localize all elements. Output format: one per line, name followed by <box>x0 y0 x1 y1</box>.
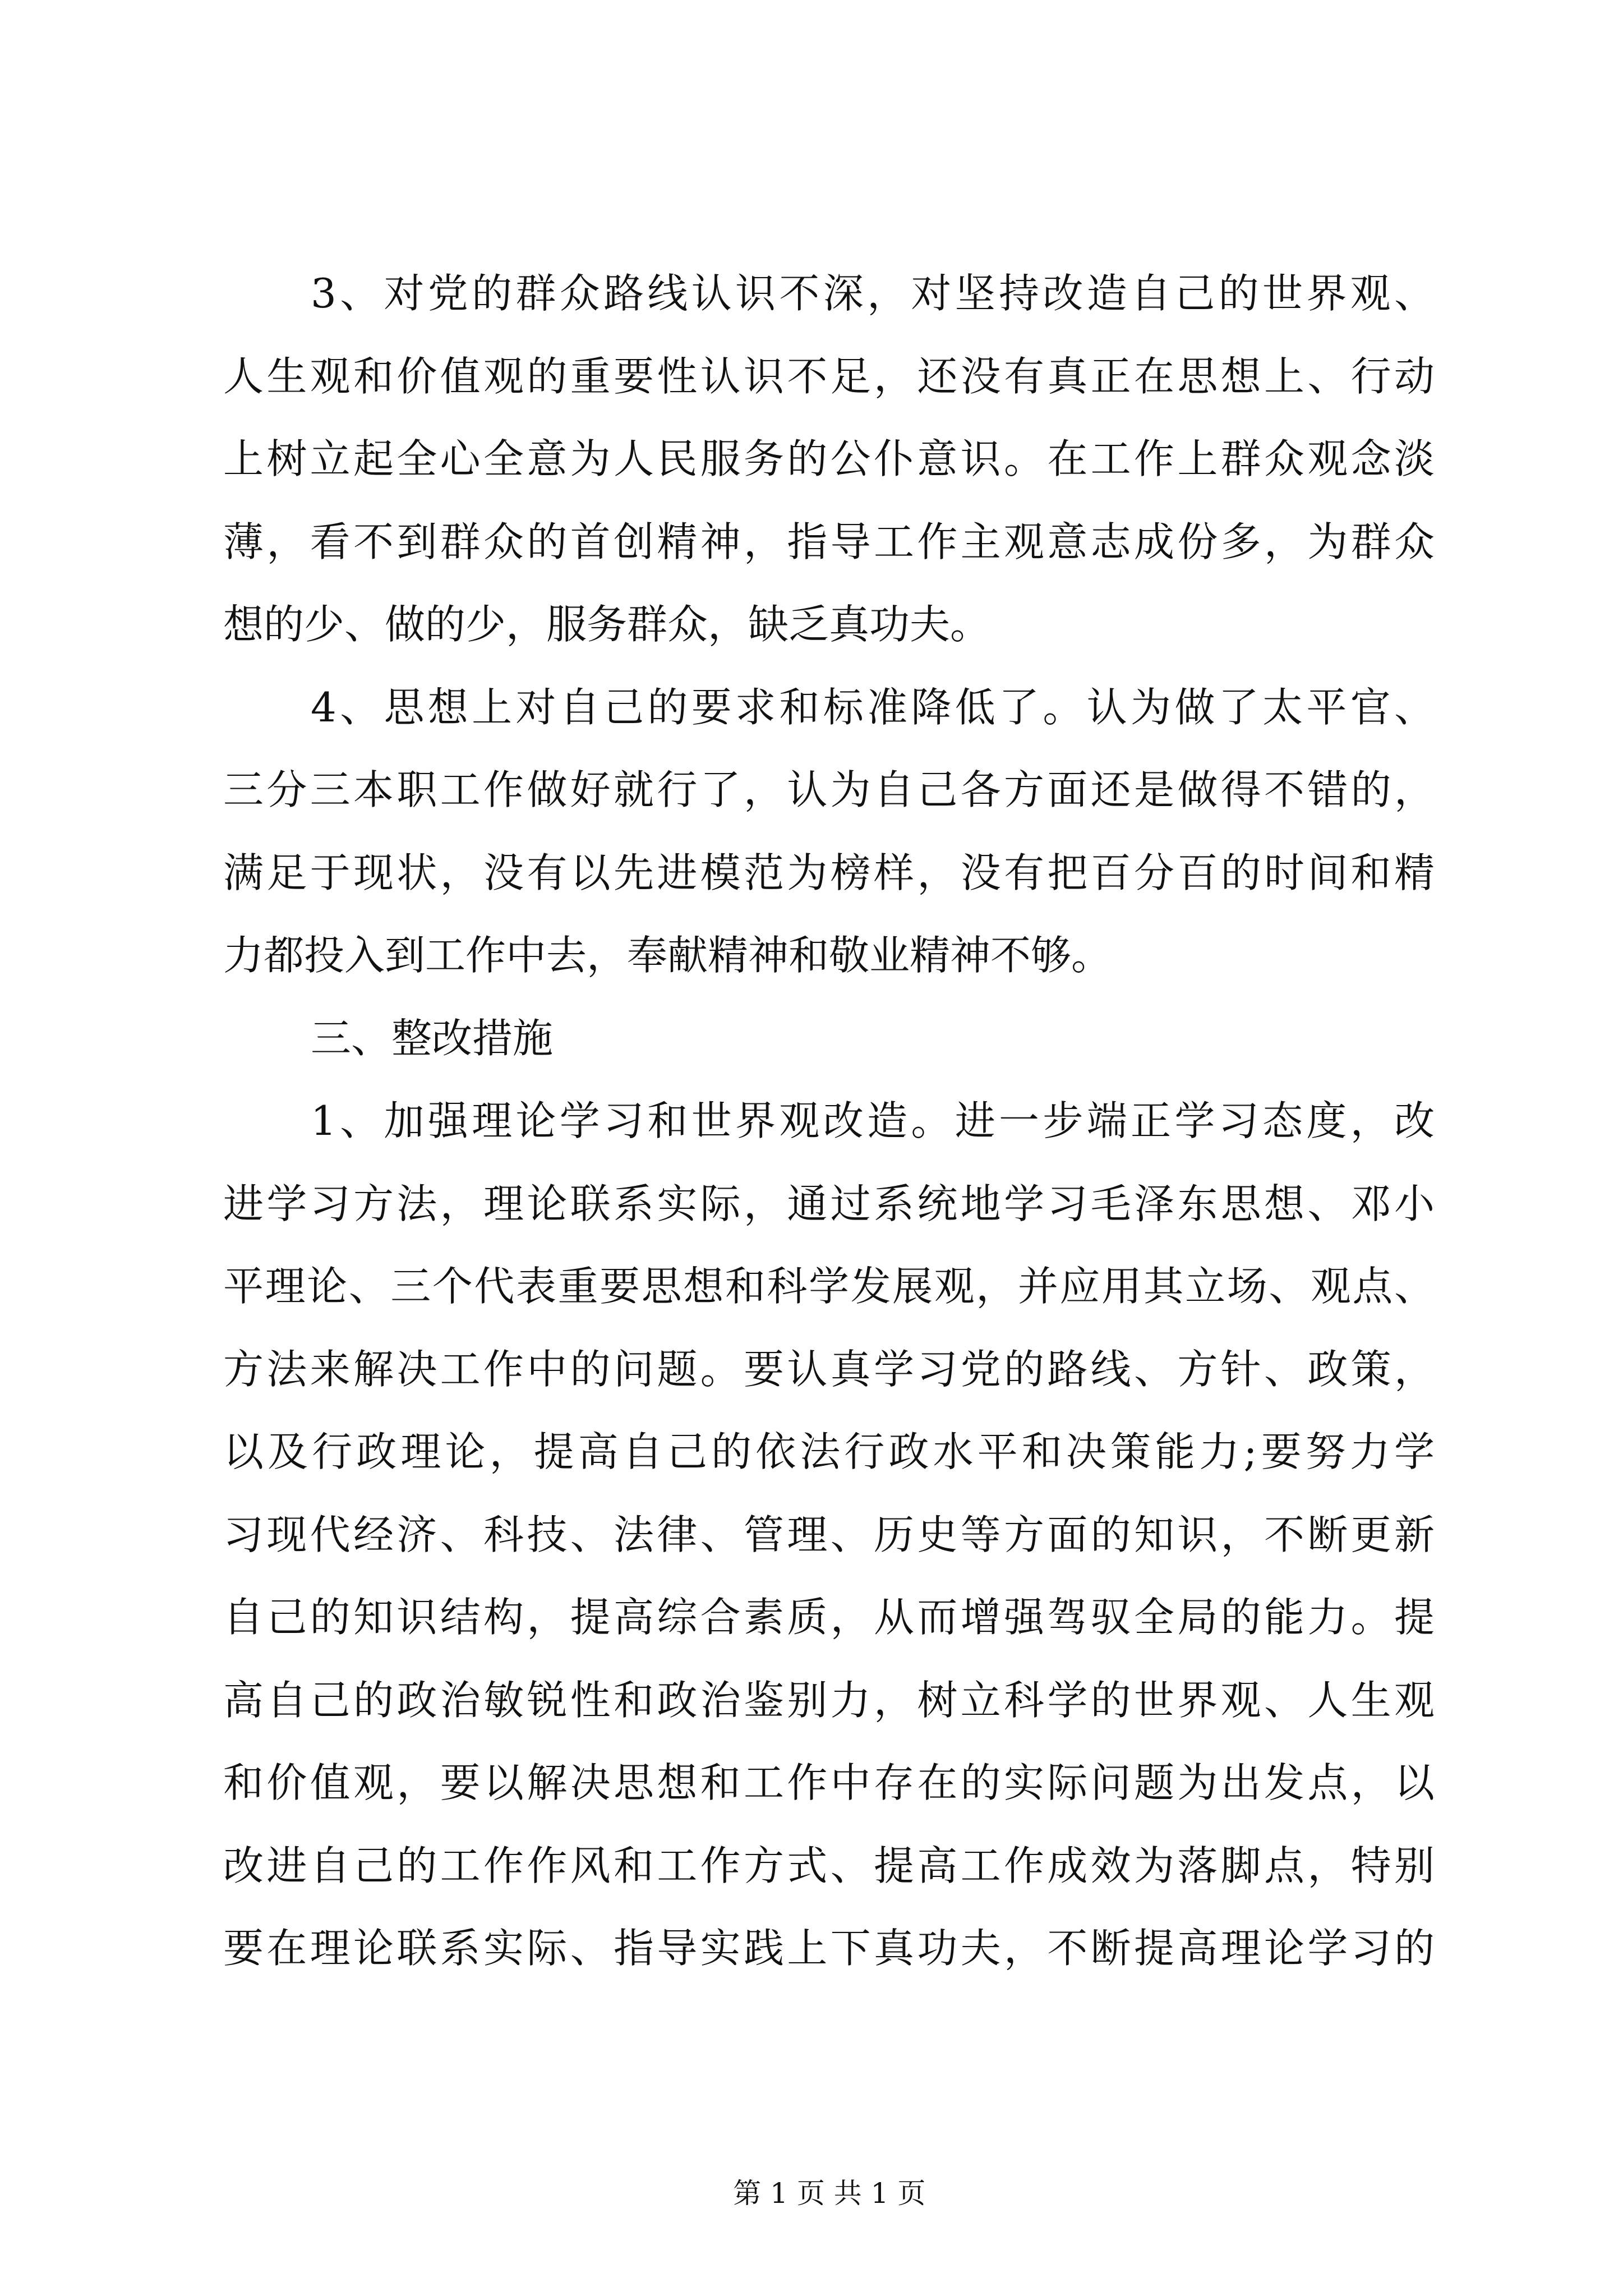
body-line: 要在理论联系实际、指导实践上下真功夫，不断提高理论学习的 <box>223 1925 1435 1972</box>
body-line: 薄，看不到群众的首创精神，指导工作主观意志成份多，为群众 <box>223 518 1435 565</box>
paragraph-4 <box>223 666 1435 997</box>
body-line: 方法来解决工作中的问题。要认真学习党的路线、方针、政策， <box>223 1345 1435 1393</box>
document-body <box>223 252 1435 1990</box>
body-line: 平理论、三个代表重要思想和科学发展观，并应用其立场、观点、 <box>223 1263 1435 1310</box>
section-heading-paragraph <box>223 997 1435 1080</box>
body-line: 力都投入到工作中去，奉献精神和敬业精神不够。 <box>223 932 1112 979</box>
body-line: 以及行政理论，提高自己的依法行政水平和决策能力;要努力学 <box>223 1428 1435 1475</box>
body-line: 1、加强理论学习和世界观改造。进一步端正学习态度，改 <box>311 1097 1435 1144</box>
body-line: 进学习方法，理论联系实际，通过系统地学习毛泽东思想、邓小 <box>223 1180 1435 1227</box>
body-line: 4、思想上对自己的要求和标准降低了。认为做了太平官、 <box>311 683 1435 731</box>
body-line: 想的少、做的少，服务群众，缺乏真功夫。 <box>223 601 991 648</box>
body-line: 习现代经济、科技、法律、管理、历史等方面的知识，不断更新 <box>223 1511 1435 1558</box>
body-line: 改进自己的工作作风和工作方式、提高工作成效为落脚点，特别 <box>223 1842 1435 1889</box>
body-line: 高自己的政治敏锐性和政治鉴别力，树立科学的世界观、人生观 <box>223 1676 1435 1724</box>
body-line: 3、对党的群众路线认识不深，对坚持改造自己的世界观、 <box>311 270 1435 317</box>
page-number: 第 1 页 共 1 页 <box>733 2177 926 2210</box>
body-line: 人生观和价值观的重要性认识不足，还没有真正在思想上、行动 <box>223 352 1435 400</box>
page-footer <box>0 2126 1623 2210</box>
section-heading: 三、整改措施 <box>311 1014 554 1062</box>
paragraph-1-measures <box>223 1080 1435 1990</box>
paragraph-3 <box>223 252 1435 666</box>
body-line: 上树立起全心全意为人民服务的公仆意识。在工作上群众观念淡 <box>223 435 1435 482</box>
body-line: 和价值观，要以解决思想和工作中存在的实际问题为出发点，以 <box>223 1759 1435 1806</box>
body-line: 满足于现状，没有以先进模范为榜样，没有把百分百的时间和精 <box>223 849 1435 896</box>
body-line: 三分三本职工作做好就行了，认为自己各方面还是做得不错的， <box>223 766 1435 813</box>
body-line: 自己的知识结构，提高综合素质，从而增强驾驭全局的能力。提 <box>223 1594 1435 1641</box>
